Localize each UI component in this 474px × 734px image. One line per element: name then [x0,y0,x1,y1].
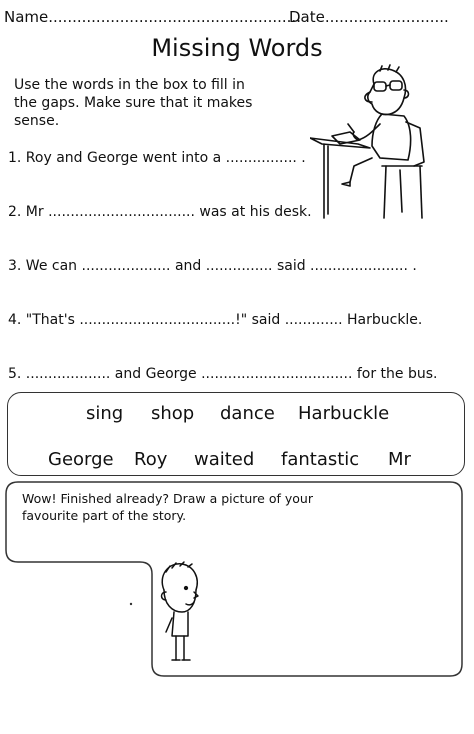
word-mr: Mr [388,449,411,470]
word-sing: sing [86,403,124,424]
word-shop: shop [151,403,195,424]
boy-looking-up-illustration [158,560,208,670]
instructions-text: Use the words in the box to fill in the gaps. Make sure that it makes sense. [14,77,253,129]
draw-prompt: Wow! Finished already? Draw a picture of your favourite part of the story. [22,491,313,523]
word-waited: waited [194,449,255,470]
word-fantastic: fantastic [281,449,360,470]
word-george: George [48,449,114,470]
name-field-label: Name..................................................... [4,8,301,26]
word-harbuckle: Harbuckle [298,403,390,424]
question-3: 3. We can .................... and ............... said ...................... . [8,258,417,274]
word-roy: Roy [134,449,168,470]
date-field-label: Date.......................... [289,8,449,26]
question-4: 4. "That's ...................................!" said ............. Harbuckle. [8,312,423,328]
word-dance: dance [220,403,275,424]
question-1: 1. Roy and George went into a ................ . [8,150,306,166]
question-2: 2. Mr ................................. was at his desk. [8,204,312,220]
page-title: Missing Words [151,34,323,62]
question-5: 5. ................... and George .................................. for the bus. [8,366,438,382]
